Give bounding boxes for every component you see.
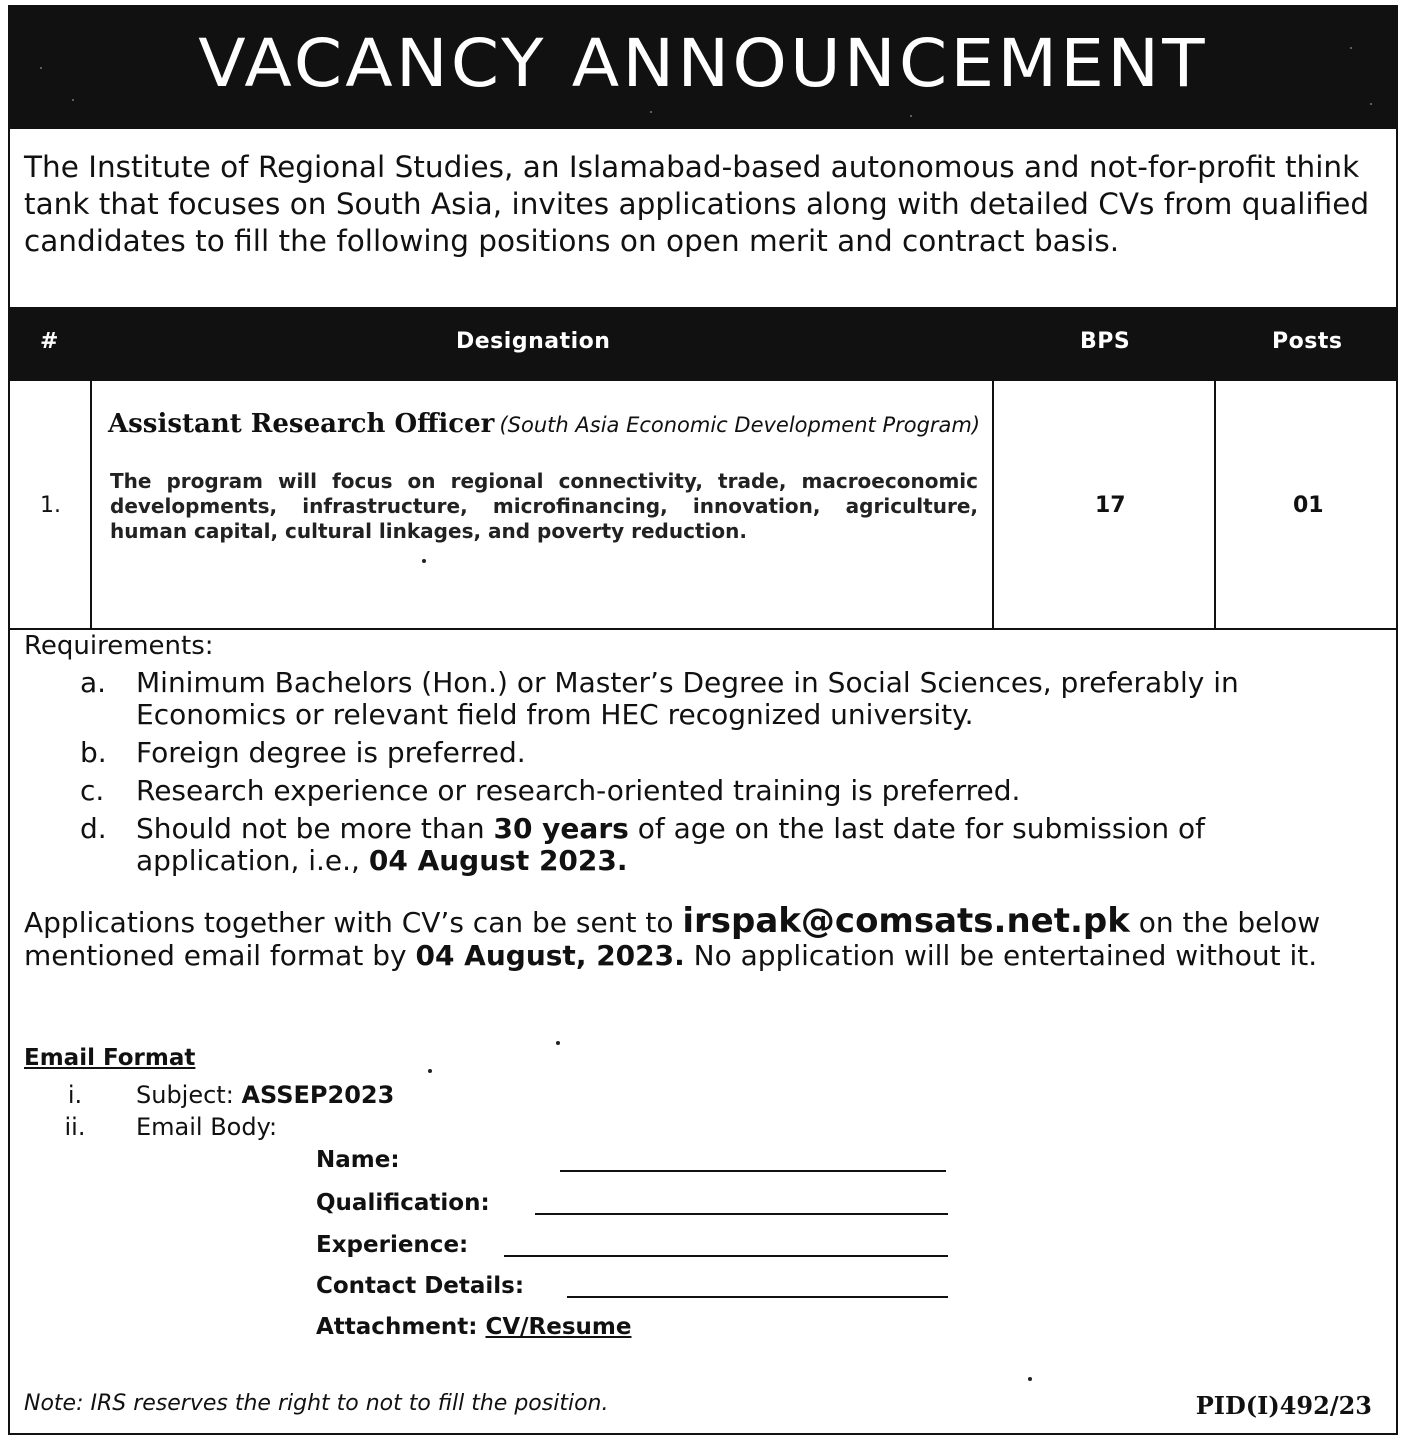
requirement-text: Foreign degree is preferred. [136,736,526,769]
apply-text: on the below mentioned email format by [24,906,1321,972]
list-marker: ii. [64,1113,86,1141]
posts-value: 01 [1293,493,1324,518]
print-speck [422,559,426,563]
list-item [24,1111,394,1143]
table-divider [90,381,92,628]
publication-id: PID(I)492/23 [1195,1391,1372,1420]
name-blank-line [560,1170,946,1172]
attachment-label: Attachment: [316,1314,478,1340]
list-item [24,813,1324,877]
apply-text: No application will be entertained without it. [684,939,1318,972]
qualification-label: Qualification: [316,1190,490,1216]
subject-label: Subject: [136,1081,242,1109]
list-item [24,737,1324,769]
age-date: 04 August 2023. [368,844,628,877]
experience-blank-line [504,1255,948,1257]
row-number: 1. [40,493,61,518]
list-marker: i. [67,1081,83,1109]
table-header [10,307,1396,381]
list-marker: c. [80,774,105,807]
attachment-field [316,1314,632,1340]
print-speck [556,1041,560,1045]
requirement-text: Minimum Bachelors (Hon.) or Master’s Degree in Social Sciences, preferably in Economics or relevant field from HEC recognized university. [136,666,1239,731]
program-name: (South Asia Economic Development Program) [499,413,981,437]
table-divider [1214,381,1216,628]
header-number: # [40,329,59,354]
header-designation: Designation [456,329,611,354]
requirement-text: of age on the last date for submission of application, i.e., [136,812,1205,877]
requirements-list [24,667,1324,883]
print-speck [428,1069,432,1073]
application-instructions [24,901,1364,972]
qualification-blank-line [535,1213,948,1215]
email-body-label: Email Body: [136,1113,278,1141]
list-marker: d. [80,812,107,845]
name-label: Name: [316,1147,400,1173]
requirements-heading: Requirements: [24,631,214,661]
table-row [10,381,1396,630]
attachment-value: CV/Resume [485,1314,632,1340]
header-posts: Posts [1272,329,1343,354]
contact-email: irspak@comsats.net.pk [682,901,1130,941]
print-speck [1028,1377,1032,1381]
bps-value: 17 [1095,493,1126,518]
contact-blank-line [567,1296,948,1298]
designation-title [108,409,988,439]
position-title: Assistant Research Officer [108,409,495,439]
advertisement-frame [8,5,1398,1435]
requirement-text: Research experience or research-oriented training is preferred. [136,774,1021,807]
experience-label: Experience: [316,1232,469,1258]
page-title: VACANCY ANNOUNCEMENT [198,25,1208,102]
table-divider [992,381,994,628]
list-marker: b. [80,736,107,769]
intro-paragraph: The Institute of Regional Studies, an Islamabad-based autonomous and not-for-profit think tank that focuses on South Asia, invites applications along with detailed CVs from qualified candidates to fill the following positions on open merit and contract basis. [24,150,1370,258]
apply-text: Applications together with CV’s can be sent to [24,906,683,939]
list-marker: a. [80,666,107,699]
requirement-text: Should not be more than [136,812,494,845]
subject-value: ASSEP2023 [241,1081,395,1109]
list-item [24,775,1324,807]
deadline: 04 August, 2023. [415,939,685,972]
footer-note: Note: IRS reserves the right to not to fill the position. [24,1391,609,1416]
position-description: The program will focus on regional connectivity, trade, macroeconomic developments, infrastructure, microfinancing, innovation, agriculture, human capital, cultural linkages, and poverty reduction. [110,469,978,543]
age-limit: 30 years [493,812,629,845]
list-item [24,1079,394,1111]
contact-details-label: Contact Details: [316,1273,525,1299]
email-format-heading: Email Format [24,1045,196,1071]
email-format-list [24,1079,394,1143]
list-item [24,667,1324,731]
title-banner [10,7,1396,129]
header-bps: BPS [1080,329,1131,354]
